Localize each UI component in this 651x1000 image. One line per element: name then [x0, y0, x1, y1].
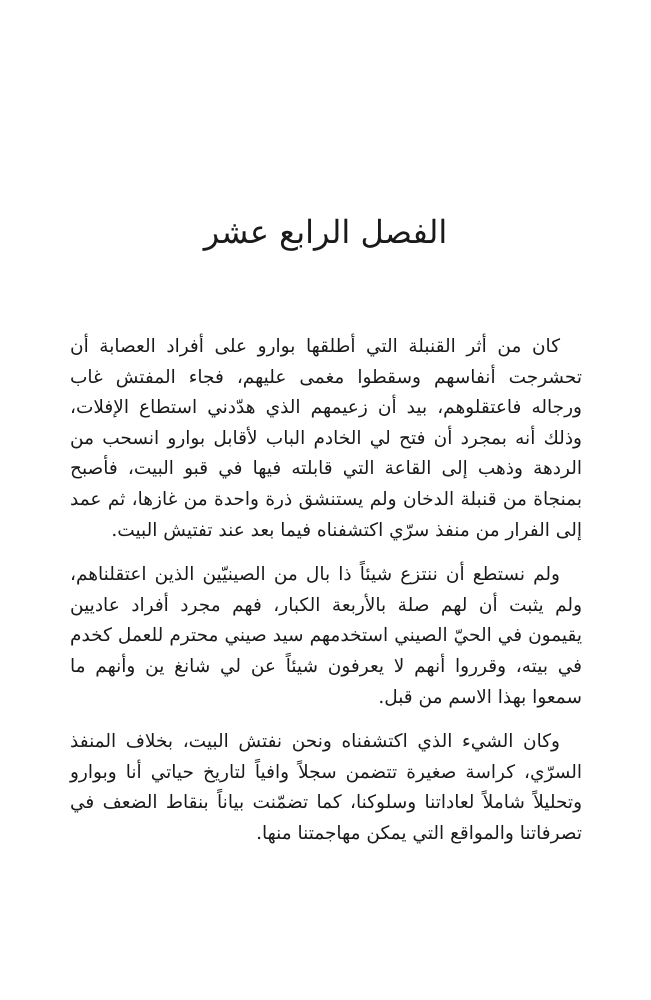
paragraph-1: كان من أثر القنبلة التي أطلقها بوارو على أفراد العصابة أن تحشرجت أنفاسهم وسقطوا مغمى عليهم، فجاء المفتش غاب ورجاله فاعتقلوهم، بيد أن زعيمهم الذي هدّدني استطاع الإفلات، وذلك أنه بمجرد أن فتح لي الخادم الباب لأقابل بوارو انسحب من الردهة وذهب إلى القاعة التي قابلته فيها في قبو البيت، فأصبح بمنجاة من قنبلة الدخان ولم يستنشق ذرة واحدة من غازها، ثم عمد إلى الفرار من منفذ سرّي اكتشفناه فيما بعد عند تفتيش البيت.	[70, 336, 582, 541]
chapter-body	[70, 332, 582, 850]
chapter-title: الفصل الرابع عشر	[203, 213, 448, 251]
paragraph-3: وكان الشيء الذي اكتشفناه ونحن نفتش البيت، بخلاف المنفذ السرّي، كراسة صغيرة تتضمن سجلاً وافياً لتاريخ حياتي أنا وبوارو وتحليلاً شاملاً لعاداتنا وسلوكنا، كما تضمّنت بياناً بنقاط الضعف في تصرفاتنا والمواقع التي يمكن مهاجمتنا منها.	[70, 731, 582, 844]
paragraph-2: ولم نستطع أن ننتزع شيئاً ذا بال من الصينيّين الذين اعتقلناهم، ولم يثبت أن لهم صلة بالأربعة الكبار، فهم مجرد أفراد عاديين يقيمون في الحيّ الصيني استخدمهم سيد صيني محترم للعمل كخدم في بيته، وقرروا أنهم لا يعرفون شيئاً عن لي شانغ ين وأنهم ما سمعوا بهذا الاسم من قبل.	[70, 564, 582, 708]
